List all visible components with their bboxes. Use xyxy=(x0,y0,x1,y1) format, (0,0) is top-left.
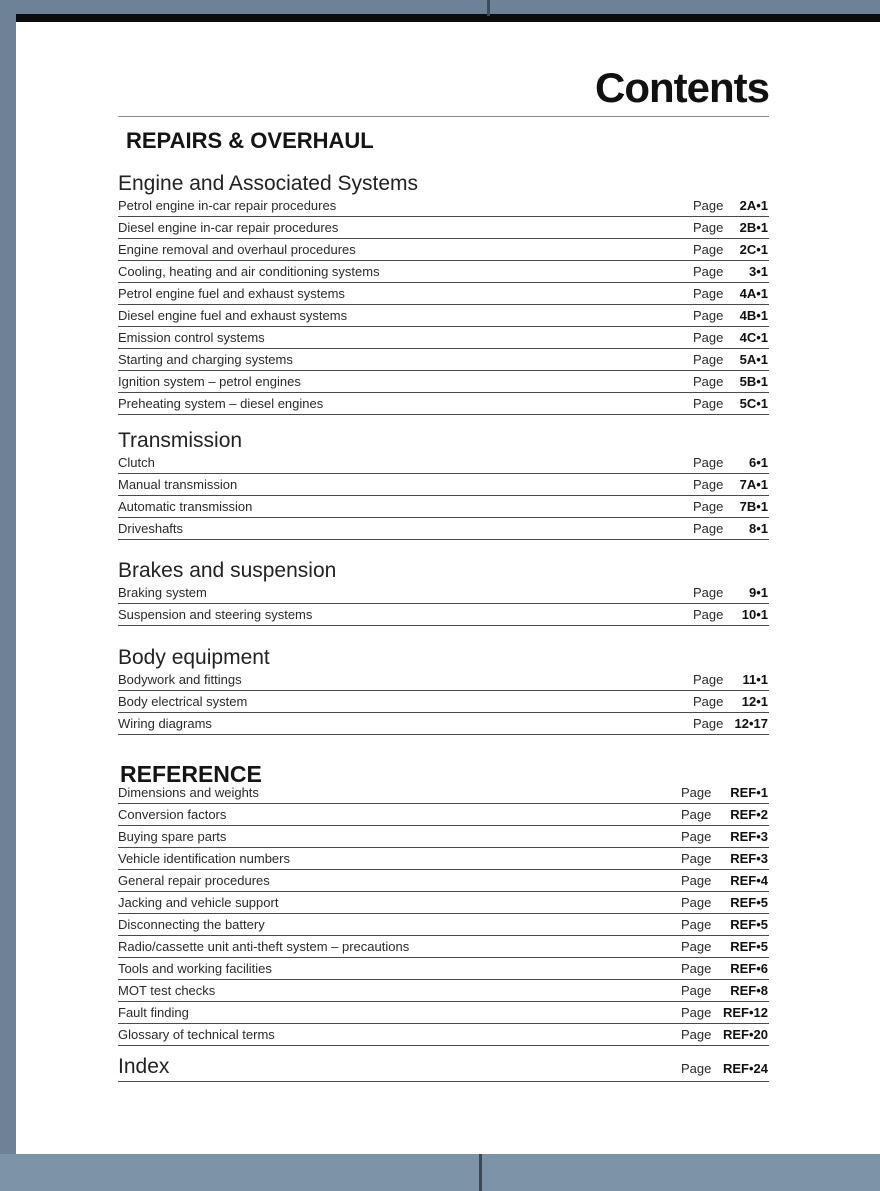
toc-entry[interactable] xyxy=(118,394,769,415)
entry-page-ref xyxy=(693,328,769,348)
entry-title: General repair procedures xyxy=(118,873,270,888)
page-label: Page xyxy=(693,455,724,470)
page-label: Page xyxy=(681,1027,712,1042)
page-label: Page xyxy=(693,330,724,345)
toc-entry[interactable] xyxy=(118,453,769,474)
page-number: 5A•1 xyxy=(739,352,768,367)
entry-title: Glossary of technical terms xyxy=(118,1027,275,1042)
page-label: Page xyxy=(681,1005,712,1020)
page-number: 9•1 xyxy=(748,585,768,600)
page-number: REF•1 xyxy=(730,785,768,800)
toc-entry[interactable] xyxy=(118,284,769,305)
toc-entry[interactable] xyxy=(118,871,769,892)
entry-title: Petrol engine in-car repair procedures xyxy=(118,198,337,213)
entry-title: Automatic transmission xyxy=(118,499,253,514)
entry-page-ref xyxy=(681,893,769,913)
toc-entry[interactable] xyxy=(118,827,769,848)
page-number: 10•1 xyxy=(741,607,768,622)
page-number: REF•3 xyxy=(730,851,768,866)
entry-title: Ignition system – petrol engines xyxy=(118,374,301,389)
entry-page-ref xyxy=(693,196,769,216)
toc-entry[interactable] xyxy=(118,475,769,496)
entry-title: Conversion factors xyxy=(118,807,227,822)
entry-title: MOT test checks xyxy=(118,983,216,998)
section-list-transmission xyxy=(118,453,769,541)
page-label: Page xyxy=(693,694,724,709)
entry-title: Buying spare parts xyxy=(118,829,227,844)
entry-page-ref xyxy=(693,350,769,370)
page-label: Page xyxy=(693,264,724,279)
entry-title: Jacking and vehicle support xyxy=(118,895,279,910)
reference-heading: REFERENCE xyxy=(120,761,262,787)
entry-title: Bodywork and fittings xyxy=(118,672,242,687)
page-label: Page xyxy=(681,917,712,932)
index-title: Index xyxy=(118,1055,170,1078)
entry-page-ref xyxy=(681,783,769,803)
page-label: Page xyxy=(681,961,712,976)
toc-entry[interactable] xyxy=(118,350,769,371)
entry-page-ref xyxy=(693,714,769,734)
page-number: REF•12 xyxy=(722,1005,768,1020)
toc-entry[interactable] xyxy=(118,519,769,540)
section-heading-brakes: Brakes and suspension xyxy=(118,559,337,582)
toc-entry[interactable] xyxy=(118,714,769,735)
entry-page-ref xyxy=(693,284,769,304)
page-label: Page xyxy=(693,242,724,257)
entry-page-ref xyxy=(693,306,769,326)
page-number: REF•6 xyxy=(730,961,768,976)
toc-entry[interactable] xyxy=(118,240,769,261)
page-number: 8•1 xyxy=(748,521,768,536)
entry-page-ref xyxy=(681,871,769,891)
section-heading-body: Body equipment xyxy=(118,646,270,669)
entry-page-ref xyxy=(693,519,769,539)
entry-title: Preheating system – diesel engines xyxy=(118,396,324,411)
bottom-border-band xyxy=(0,1154,880,1191)
section-heading-transmission: Transmission xyxy=(118,429,243,452)
page-number: 2A•1 xyxy=(739,198,768,213)
page-label: Page xyxy=(693,672,724,687)
page-number: 5C•1 xyxy=(739,396,768,411)
left-border-band xyxy=(0,0,16,1191)
entry-page-ref xyxy=(693,218,769,238)
page-number: 12•17 xyxy=(734,716,768,731)
toc-entry[interactable] xyxy=(118,981,769,1002)
entry-title: Diesel engine in-car repair procedures xyxy=(118,220,339,235)
entry-page-ref xyxy=(681,805,769,825)
entry-page-ref xyxy=(681,959,769,979)
entry-title: Disconnecting the battery xyxy=(118,917,265,932)
page-number: 11•1 xyxy=(742,672,768,687)
page-label: Page xyxy=(693,396,724,411)
toc-entry[interactable] xyxy=(118,670,769,691)
page-label: Page xyxy=(681,851,712,866)
entry-page-ref xyxy=(681,827,769,847)
entry-title: Starting and charging systems xyxy=(118,352,293,367)
toc-entry[interactable] xyxy=(118,196,769,217)
page-label: Page xyxy=(693,198,724,213)
page-label: Page xyxy=(693,716,724,731)
toc-entry[interactable] xyxy=(118,1025,769,1046)
entry-title: Vehicle identification numbers xyxy=(118,851,290,866)
page-number: REF•8 xyxy=(730,983,768,998)
toc-entry[interactable] xyxy=(118,583,769,604)
entry-page-ref xyxy=(693,262,769,282)
toc-entry[interactable] xyxy=(118,1003,769,1024)
entry-title: Cooling, heating and air conditioning systems xyxy=(118,264,380,279)
page-label: Page xyxy=(681,785,712,800)
toc-entry[interactable] xyxy=(118,497,769,518)
reference-list xyxy=(118,783,769,1047)
toc-entry[interactable] xyxy=(118,306,769,327)
entry-page-ref xyxy=(693,475,769,495)
entry-page-ref xyxy=(693,240,769,260)
entry-page-ref xyxy=(681,981,769,1001)
page-label: Page xyxy=(693,521,724,536)
entry-page-ref xyxy=(681,849,769,869)
page-label: Page xyxy=(693,308,724,323)
title-rule xyxy=(118,116,769,117)
page-label: Page xyxy=(681,807,712,822)
entry-title: Dimensions and weights xyxy=(118,785,259,800)
top-center-divider xyxy=(487,0,490,16)
page-number: REF•2 xyxy=(730,807,768,822)
entry-page-ref xyxy=(693,453,769,473)
toc-entry[interactable] xyxy=(118,218,769,239)
entry-page-ref xyxy=(693,605,769,625)
page-label: Page xyxy=(693,352,724,367)
page-label: Page xyxy=(681,895,712,910)
page-label: Page xyxy=(693,286,724,301)
entry-page-ref xyxy=(681,1003,769,1023)
toc-entry[interactable] xyxy=(118,937,769,958)
page-number: REF•20 xyxy=(722,1027,768,1042)
page-label: Page xyxy=(693,374,724,389)
page-label: Page xyxy=(693,499,724,514)
entry-title: Emission control systems xyxy=(118,330,265,345)
page-number: 2B•1 xyxy=(739,220,768,235)
entry-title: Wiring diagrams xyxy=(118,716,212,731)
section-heading-engine: Engine and Associated Systems xyxy=(118,172,419,195)
page-label: Page xyxy=(693,477,724,492)
entry-title: Tools and working facilities xyxy=(118,961,272,976)
index-entry[interactable] xyxy=(118,1055,769,1082)
entry-page-ref xyxy=(693,497,769,517)
page-number: 3•1 xyxy=(748,264,768,279)
entry-title: Petrol engine fuel and exhaust systems xyxy=(118,286,345,301)
page-number: 2C•1 xyxy=(739,242,768,257)
section-list-body xyxy=(118,670,769,736)
toc-entry[interactable] xyxy=(118,805,769,826)
page-number: REF•3 xyxy=(730,829,768,844)
page-label: Page xyxy=(693,220,724,235)
entry-page-ref xyxy=(693,583,769,603)
entry-title: Body electrical system xyxy=(118,694,248,709)
entry-page-ref xyxy=(693,372,769,392)
toc-entry[interactable] xyxy=(118,692,769,713)
page-number: 4C•1 xyxy=(739,330,768,345)
page-label: Page xyxy=(681,939,712,954)
entry-title: Engine removal and overhaul procedures xyxy=(118,242,356,257)
toc-entry[interactable] xyxy=(118,849,769,870)
page-number: REF•5 xyxy=(730,895,768,910)
page-number: 7B•1 xyxy=(739,499,768,514)
toc-entry[interactable] xyxy=(118,893,769,914)
entry-page-ref xyxy=(681,937,769,957)
page-number: REF•5 xyxy=(730,917,768,932)
page-number: 5B•1 xyxy=(739,374,768,389)
page-title: Contents xyxy=(595,64,769,111)
page-label: Page xyxy=(681,1061,712,1076)
toc-entry[interactable] xyxy=(118,915,769,936)
entry-title: Radio/cassette unit anti-theft system – precautions xyxy=(118,939,410,954)
toc-entry[interactable] xyxy=(118,372,769,393)
entry-page-ref xyxy=(681,1025,769,1045)
entry-page-ref xyxy=(693,670,769,690)
page-number: 12•1 xyxy=(741,694,768,709)
page-number: REF•4 xyxy=(730,873,768,888)
page-number: 6•1 xyxy=(748,455,768,470)
page-label: Page xyxy=(693,585,724,600)
entry-title: Diesel engine fuel and exhaust systems xyxy=(118,308,348,323)
toc-entry[interactable] xyxy=(118,262,769,283)
page-number: 4B•1 xyxy=(739,308,768,323)
page-label: Page xyxy=(681,829,712,844)
toc-entry[interactable] xyxy=(118,605,769,626)
page-label: Page xyxy=(681,873,712,888)
entry-page-ref xyxy=(693,394,769,414)
page-number: REF•24 xyxy=(722,1061,768,1076)
entry-page-ref xyxy=(681,1061,769,1076)
entry-page-ref xyxy=(681,915,769,935)
page-label: Page xyxy=(681,983,712,998)
entry-title: Braking system xyxy=(118,585,207,600)
page-number: REF•5 xyxy=(730,939,768,954)
repairs-heading: REPAIRS & OVERHAUL xyxy=(126,128,374,153)
toc-entry[interactable] xyxy=(118,328,769,349)
entry-page-ref xyxy=(693,692,769,712)
entry-title: Manual transmission xyxy=(118,477,238,492)
entry-title: Driveshafts xyxy=(118,521,184,536)
bottom-center-divider xyxy=(479,1154,482,1191)
page-number: 7A•1 xyxy=(739,477,768,492)
entry-title: Suspension and steering systems xyxy=(118,607,313,622)
top-black-strip xyxy=(14,14,880,22)
toc-entry[interactable] xyxy=(118,959,769,980)
entry-title: Fault finding xyxy=(118,1005,189,1020)
section-list-brakes xyxy=(118,583,769,627)
toc-entry[interactable] xyxy=(118,783,769,804)
page-number: 4A•1 xyxy=(739,286,768,301)
entry-title: Clutch xyxy=(118,455,155,470)
section-list-engine xyxy=(118,196,769,416)
page-label: Page xyxy=(693,607,724,622)
